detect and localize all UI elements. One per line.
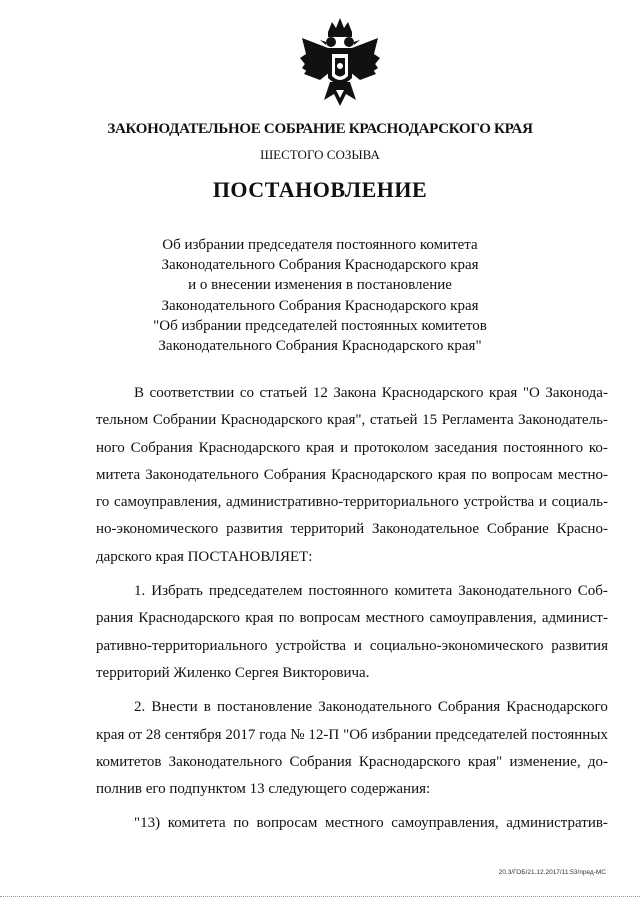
subject-line: Законодательного Собрания Краснодарского края: [161, 297, 479, 314]
body-line: края от 28 сентября 2017 года № 12-П "Об избрании председателей постоянных: [96, 726, 608, 743]
subject-line: "Об избрании председателей постоянных комитетов: [153, 317, 487, 334]
subject-line: Об избрании председателя постоянного комитета: [162, 237, 478, 253]
body-line: 1. Избрать председателем постоянного комитета Законодательного Соб-: [134, 583, 608, 600]
body-line: 2. Внести в постановление Законодательного Собрания Краснодарского: [134, 699, 608, 716]
item-2-paragraph: [96, 694, 608, 803]
subject-line: Законодательного Собрания Краснодарского края: [161, 257, 479, 274]
document-subject: [0, 235, 640, 356]
body-line: ного Собрания Краснодарского края и протоколом заседания постоянного ко-: [96, 439, 608, 456]
body-line: "13) комитета по вопросам местного самоуправления, административ-: [134, 815, 608, 832]
organization-title: ЗАКОНОДАТЕЛЬНОЕ СОБРАНИЕ КРАСНОДАРСКОГО КРАЯ: [107, 121, 533, 137]
body-line: тельном Собрании Краснодарского края", статьей 15 Регламента Законодатель-: [96, 412, 608, 429]
body-line: В соответствии со статьей 12 Закона Краснодарского края "О Законода-: [134, 385, 608, 401]
body-line: дарского края ПОСТАНОВЛЯЕТ:: [96, 548, 313, 565]
body-line: полнив его подпунктом 13 следующего содержания:: [96, 781, 431, 798]
document-type-heading: ПОСТАНОВЛЕНИЕ: [212, 177, 428, 202]
subject-line: и о внесении изменения в постановление: [188, 277, 452, 294]
body-line: комитетов Законодательного Собрания Краснодарского края" изменение, до-: [96, 753, 608, 770]
body-line: но-экономического развития территорий Законодательное Собрание Красно-: [96, 521, 608, 538]
body-line: митета Законодательного Собрания Краснодарского края по вопросам местно-: [96, 466, 608, 483]
convocation-subtitle: ШЕСТОГО СОЗЫВА: [260, 147, 380, 162]
subject-line: Законодательного Собрания Краснодарского края": [158, 338, 482, 355]
body-line: рания Краснодарского края по вопросам местного самоуправления, админист-: [96, 610, 608, 627]
body-line: ративно-территориального устройства и социально-экономического развития: [96, 637, 608, 654]
body-line: го самоуправления, административно-территориального устройства и социаль-: [96, 494, 608, 511]
document-footer-code: 20.3/ГОБ/21.12.2017/11:53/пред-МС: [498, 869, 606, 876]
body-line: территорий Жиленко Сергея Викторовича.: [96, 664, 370, 681]
quoted-subitem-paragraph: [96, 810, 608, 837]
item-1-paragraph: [96, 578, 608, 687]
coat-of-arms-emblem: [298, 14, 382, 112]
preamble-paragraph: [96, 380, 608, 571]
page-bottom-divider: [0, 896, 640, 897]
document-body: [96, 380, 608, 838]
